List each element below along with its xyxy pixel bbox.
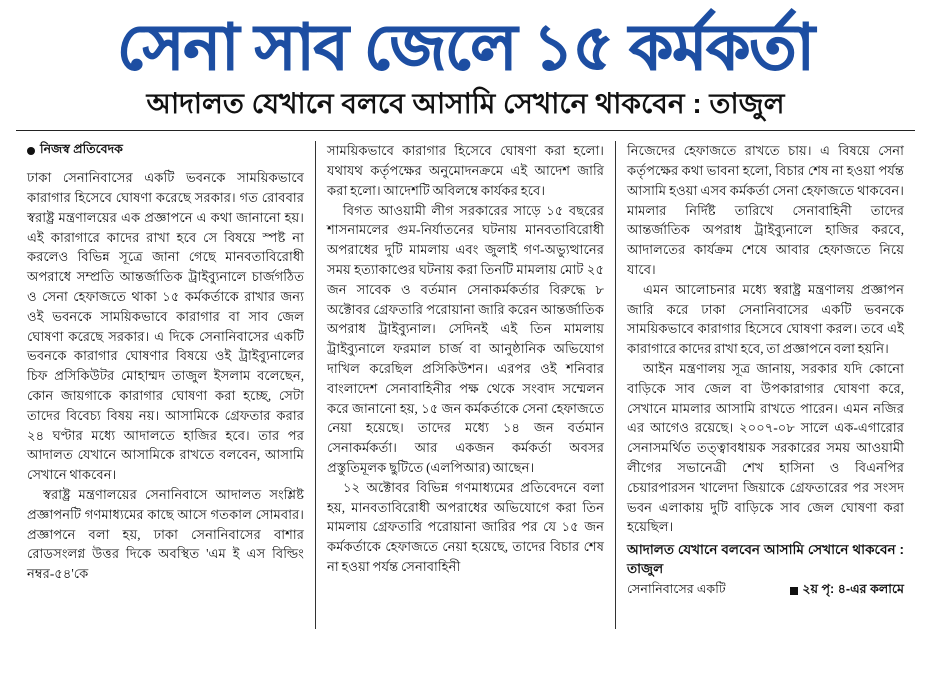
jump-right-text: ২য় পৃ: ৪-এর কলামে [802, 581, 904, 596]
paragraph: সাময়িকভাবে কারাগার হিসেবে ঘোষণা করা হলো। যথাযথ কর্তৃপক্ষের অনুমোদনক্রমে এই আদেশ জারি করা হলো। আদেশটি অবিলম্বে কার্যকর হবে। [327, 143, 604, 198]
byline-label: নিজস্ব প্রতিবেদক [40, 142, 123, 157]
article-columns [16, 141, 915, 629]
column-2 [315, 141, 615, 629]
square-icon [790, 587, 798, 595]
paragraph: স্বরাষ্ট্র মন্ত্রণালয়ের সেনানিবাসে আদালত সংশ্লিষ্ট প্রজ্ঞাপনটি গণমাধ্যমের কাছে আসে গতকাল সোমবার। প্রজ্ঞাপনে বলা হয়, ঢাকা সেনানিবাসের বাশার রোডসংলগ্ন উত্তর দিকে অবস্থিত 'এম ই এস বিল্ডিং নম্বর-৫৪'কে [27, 486, 304, 582]
column-1 [16, 141, 315, 629]
paragraph: আইন মন্ত্রণালয় সূত্র জানায়, সরকার যদি কোনো বাড়িকে সাব জেল বা উপকারাগার ঘোষণা করে, সেখানে মামলার আসামি রাখতে পারেন। এমন নজির এর আগেও রয়েছে। ২০০৭-০৮ সালে এক-এগারোর সেনাসমর্থিত তত্ত্বাবধায়ক সরকারের সময় আওয়ামী লীগের সভানেত্রী শেখ হাসিনা ও বিএনপির চেয়ারপারসন খালেদা জিয়াকে গ্রেফতারের পর সংসদ ভবন এলাকায় দুটি বাড়িকে সাব জেল ঘোষণা করা হয়েছিল। [627, 360, 904, 535]
column-3 [615, 141, 915, 629]
sub-kicker: আদালত যেখানে বলবেন আসামি সেখানে থাকবেন : তাজুল [627, 542, 904, 577]
page-title: সেনা সাব জেলে ১৫ কর্মকর্তা [117, 13, 814, 83]
header-divider [16, 130, 915, 131]
jump-line [627, 581, 904, 601]
jump-left-text: সেনানিবাসের একটি [627, 581, 726, 596]
bullet-icon [27, 147, 35, 155]
byline [27, 141, 304, 161]
paragraph: বিগত আওয়ামী লীগ সরকারের সাড়ে ১৫ বছরের শাসনামলের গুম-নির্যাতনের ঘটনায় মানবতাবিরোধী অপরাধের দুটি মামলায় এবং জুলাই গণ-অভ্যুত্থানের সময় হত্যাকাণ্ডের ঘটনায় করা তিনটি মামলায় মোট ২৫ জন সাবেক ও বর্তমান সেনাকর্মকর্তার বিরুদ্ধে ৮ অক্টোবর গ্রেফতারি পরোয়ানা জারি করেন আন্তর্জাতিক অপরাধ ট্রাইব্যুনাল। সেদিনই এই তিন মামলায় ট্রাইব্যুনালে ফরমাল চার্জ বা আনুষ্ঠানিক অভিযোগ দাখিল করেছিল প্রসিকিউশন। এরপর ওই শনিবার বাংলাদেশ সেনাবাহিনীর পক্ষ থেকে সংবাদ সম্মেলন করে জানানো হয়, ১৫ জন কর্মকর্তাকে সেনা হেফাজতে নেয়া হয়েছে। তাদের মধ্যে ১৪ জন বর্তমান সেনাকর্মকর্তা। আর একজন কর্মকর্তা অবসর প্রস্তুতিমূলক ছুটিতে (এলপিআর) আছেন। [327, 202, 604, 475]
jump-reference [790, 581, 904, 601]
paragraph: নিজেদের হেফাজতে রাখতে চায়। এ বিষয়ে সেনা কর্তৃপক্ষের কথা ভাবনা হলো, বিচার শেষ না হওয়া পর্যন্ত আসামি হওয়া এসব কর্মকর্তা সেনা হেফাজতে থাকবেন। মামলার নির্দিষ্ট তারিখে সেনাবাহিনী তাদের আন্তর্জাতিক অপরাধ ট্রাইব্যুনালে হাজির করবে, আদালতের কার্যক্রম শেষে আবার হেফাজতে নিয়ে যাবে। [627, 143, 904, 277]
paragraph: ঢাকা সেনানিবাসের একটি ভবনকে সাময়িকভাবে কারাগার হিসেবে ঘোষণা করেছে সরকার। গত রোববার স্বরাষ্ট্র মন্ত্রণালয়ের এক প্রজ্ঞাপনে এ কথা জানানো হয়। এই কারাগারে কাদের রাখা হবে সে বিষয়ে স্পষ্ট না করলেও বিভিন্ন সূত্রে জানা গেছে মানবতাবিরোধী অপরাধে সম্প্রতি আন্তর্জাতিক ট্রাইব্যুনালে চার্জগঠিত ও সেনা হেফাজতে থাকা ১৫ কর্মকর্তাকে রাখার জন্য ওই ভবনকে সাময়িকভাবে কারাগার বা সাব জেল ঘোষণা করেছে সরকার। এ দিকে সেনানিবাসের একটি ভবনকে কারাগার ঘোষণার বিষয়ে ওই ট্রাইব্যুনালের চিফ প্রসিকিউটর মোহাম্মদ তাজুল ইসলাম বলেছেন, কোন জায়গাকে কারাগার ঘোষণা করা হচ্ছে, সেটা তাদের বিবেচ্য বিষয় নয়। আসামিকে গ্রেফতার করার ২৪ ঘণ্টার মধ্যে আদালতে হাজির হবে। তার পর আদালত যেখানে আসামিকে রাখতে বলবেন, আসামি সেখানে থাকবেন। [27, 170, 304, 483]
paragraph: ১২ অক্টোবর বিভিন্ন গণমাধ্যমের প্রতিবেদনে বলা হয়, মানবতাবিরোধী অপরাধের অভিযোগে করা তিন মামলায় গ্রেফতারি পরোয়ানা জারির পর যে ১৫ জন কর্মকর্তাকে হেফাজতে নেয়া হয়েছে, তাদের বিচার শেষ না হওয়া পর্যন্ত সেনাবাহিনী [327, 479, 604, 574]
sub-headline: আদালত যেখানে বলবে আসামি সেখানে থাকবেন : তাজুল [146, 88, 785, 120]
paragraph: এমন আলোচনার মধ্যে স্বরাষ্ট্র মন্ত্রণালয় প্রজ্ঞাপন জারি করে ঢাকা সেনানিবাসের একটি ভবনকে সাময়িকভাবে কারাগার হিসেবে ঘোষণা করল। তবে এই কারাগারে কাদের রাখা হবে, তা প্রজ্ঞাপনে বলা হয়নি। [627, 281, 904, 357]
